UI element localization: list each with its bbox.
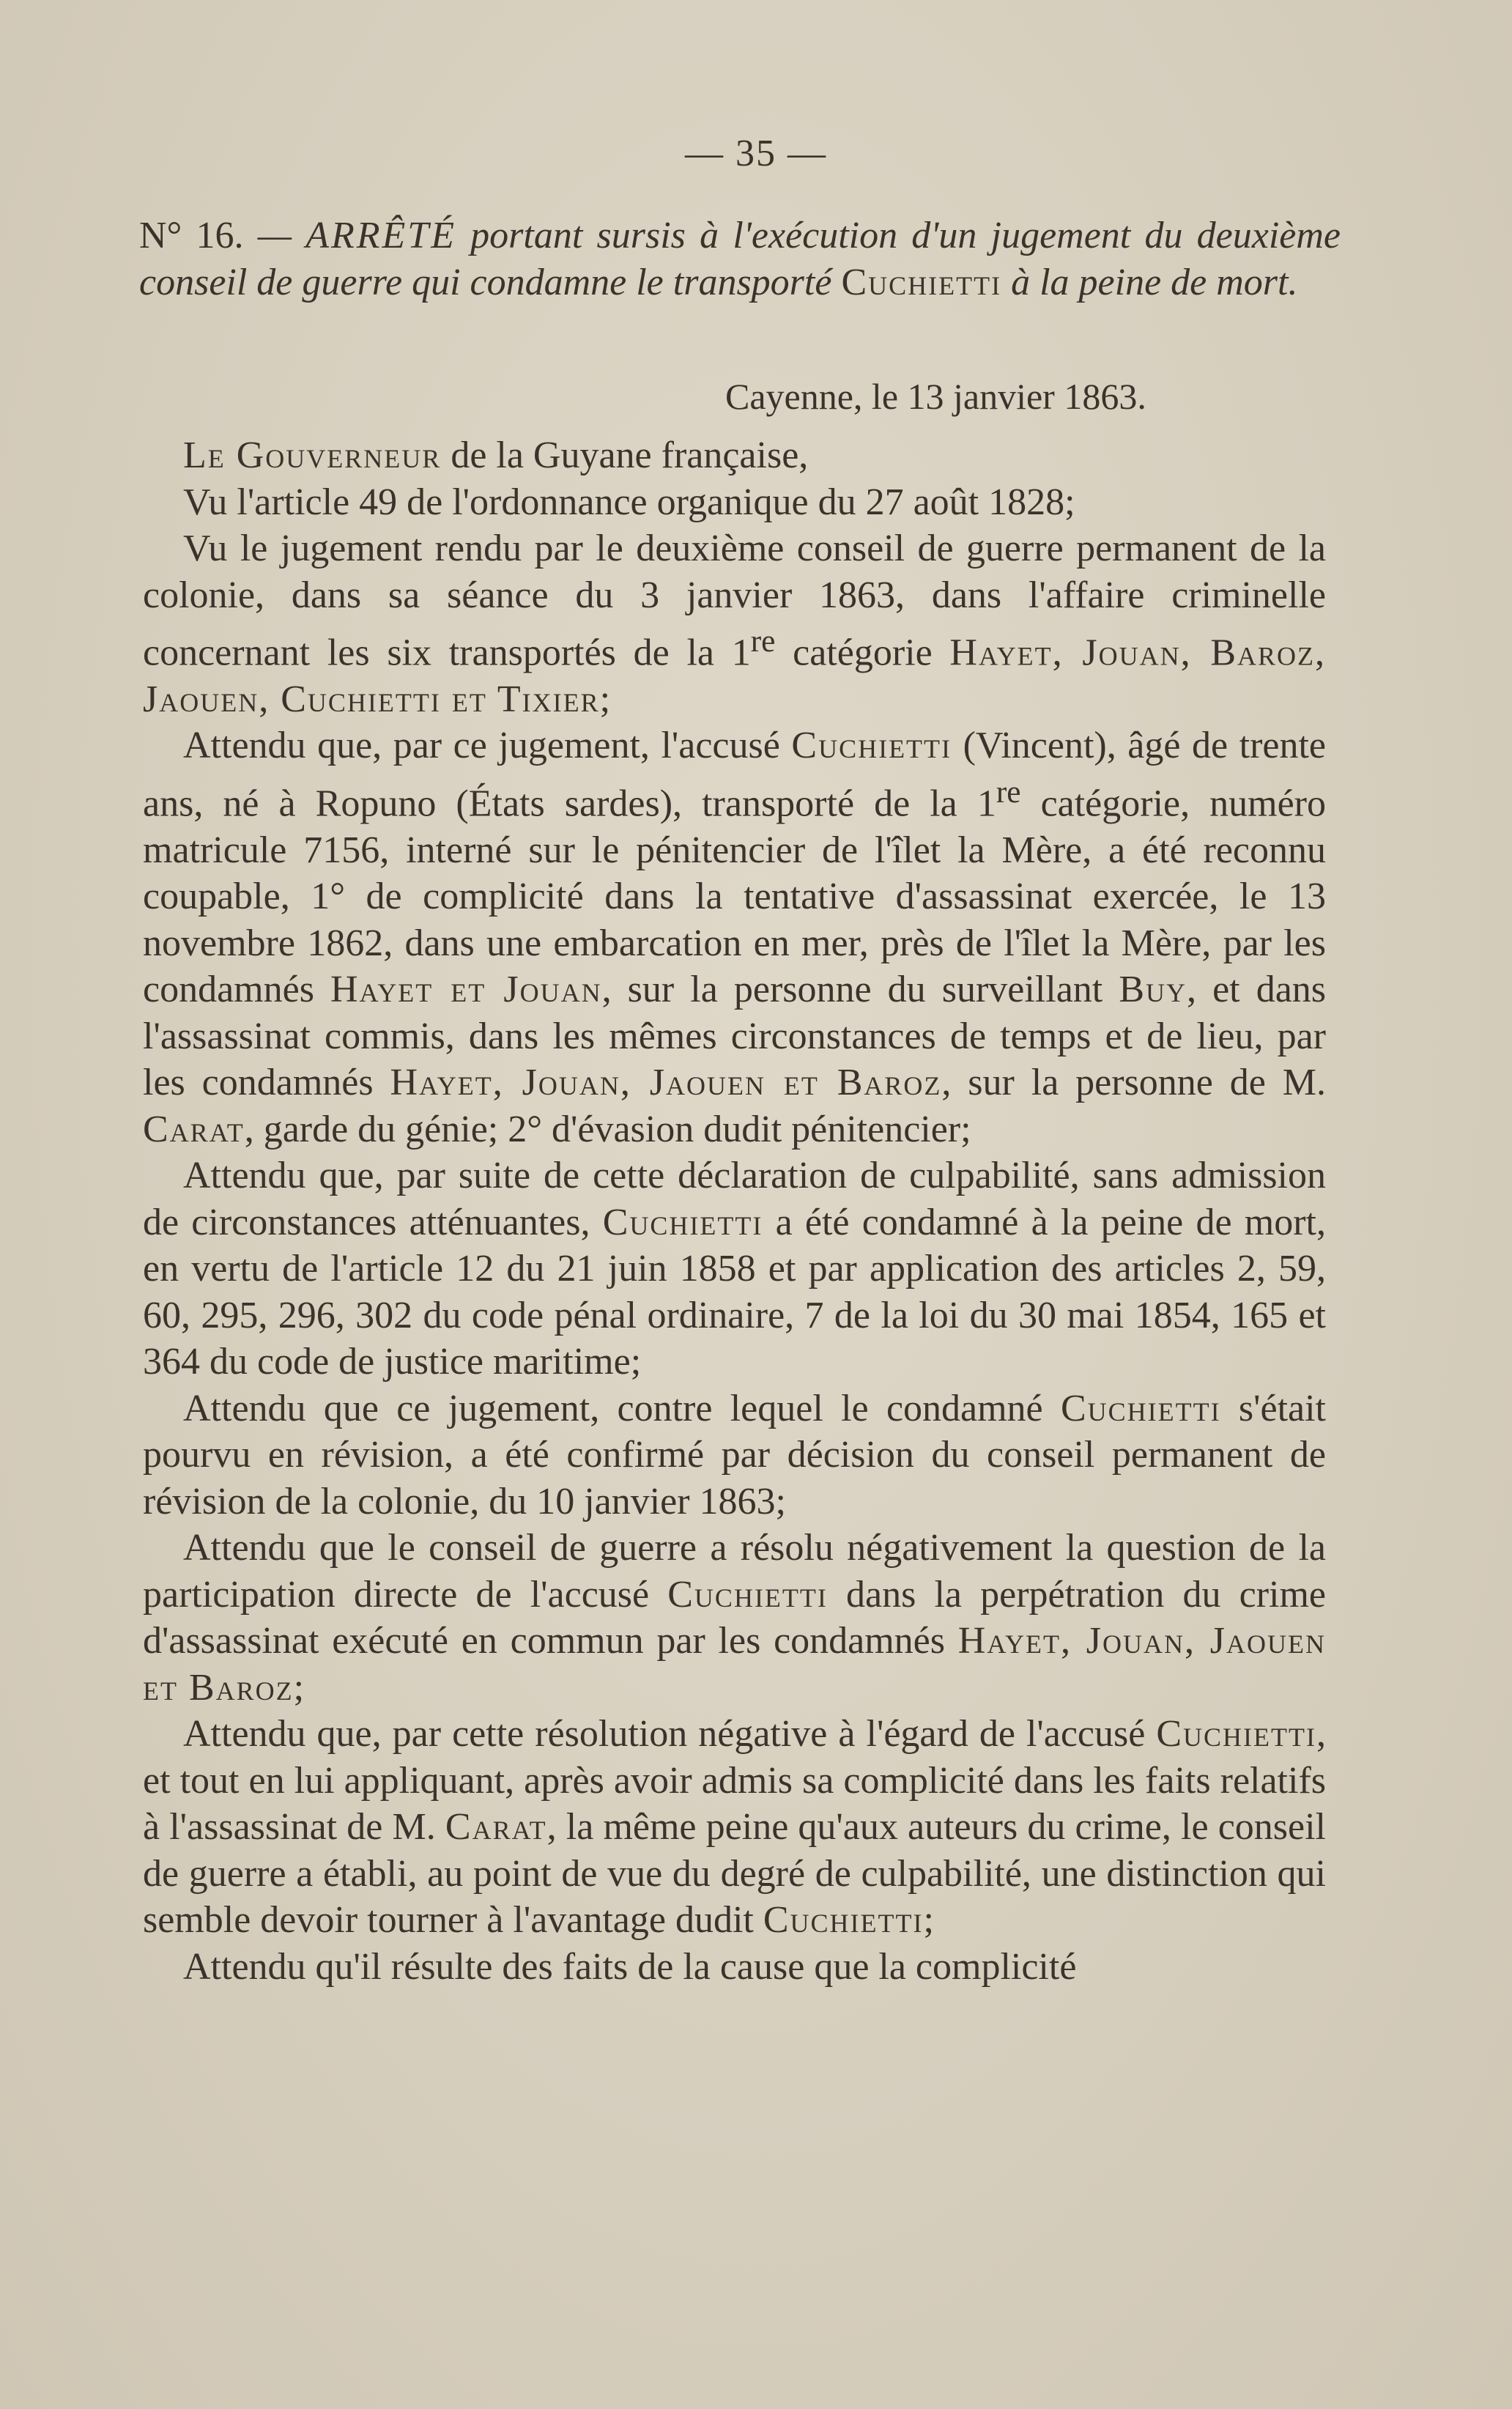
paragraph-text: ; <box>599 678 611 720</box>
paragraph-text: catégorie, numéro matricule 7156, interné sur le pénitencier de l'îlet la Mère, a été reconnu coupable, 1° de complicité dans la tentative d'assassinat exercée, le 13 novembre 1862, dans une embarcation en mer, près de l'îlet la Mère, par les condamnés <box>143 782 1327 1011</box>
paragraph-text: catégorie <box>775 632 950 674</box>
name: Carat <box>445 1806 547 1849</box>
name: Cuchietti <box>763 1899 924 1942</box>
paragraph <box>143 1525 1326 1711</box>
heading-text-end: à la peine de mort. <box>1001 262 1298 303</box>
paragraph-text: Attendu que ce jugement, contre lequel le condamné <box>183 1387 1061 1429</box>
decree-title-word: ARRÊTÉ <box>305 215 456 256</box>
heading-text: portant sursis à l'exécution d'un jugement du deuxième conseil de guerre qui condamne le transporté <box>139 215 1341 303</box>
names: Hayet, Jouan, Jaouen et Baroz <box>143 1620 1327 1709</box>
paragraph-text: de la Guyane française, <box>441 434 809 476</box>
paragraph-text: , et tout en lui appliquant, après avoir admis sa complicité dans les faits relatifs à l'assassinat de M. <box>143 1713 1326 1849</box>
paragraph <box>143 525 1326 722</box>
paragraph-text: , la même peine qu'aux auteurs du crime, le conseil de guerre a établi, au point de vue du degré de culpabilité, une distinction qui semble devoir tourner à l'avantage dudit <box>143 1806 1326 1942</box>
name: Carat <box>143 1108 245 1150</box>
paragraph <box>143 1711 1326 1944</box>
paragraph-text: Attendu que, par ce jugement, l'accusé <box>183 725 792 767</box>
paragraph-text: , sur la personne de M. <box>941 1062 1326 1104</box>
paragraph <box>143 722 1326 1152</box>
names: Hayet, Jouan, Jaouen et Baroz <box>390 1062 942 1104</box>
paragraph-text: (Vincent), âgé de trente ans, né à Ropuno (États sardes), transporté de la 1 <box>143 725 1326 825</box>
names: Hayet, Jouan, Baroz, Jaouen, Cuchietti et Tixier <box>143 632 1326 720</box>
paragraph-text: , garde du génie; 2° d'évasion dudit pénitencier; <box>244 1108 971 1150</box>
governor-title: Le Gouverneur <box>183 434 442 476</box>
decree-body <box>143 432 1326 1990</box>
paragraph-text: Attendu que, par suite de cette déclaration de culpabilité, sans admission de circonstances atténuantes, <box>143 1155 1326 1243</box>
name: Cuchietti <box>602 1201 763 1243</box>
decree-heading <box>139 212 1341 306</box>
paragraph: Attendu qu'il résulte des faits de la cause que la complicité <box>183 1945 1077 1988</box>
paragraph-text: ; <box>923 1899 934 1942</box>
paragraph: Vu l'article 49 de l'ordonnance organique du 27 août 1828; <box>183 481 1075 523</box>
name: Cuchietti <box>1156 1713 1316 1755</box>
names: Hayet et Jouan <box>330 969 602 1011</box>
paragraph-text: dans la perpétration du crime d'assassinat exécuté en commun par les condamnés <box>143 1573 1326 1662</box>
name: Buy <box>1119 969 1187 1011</box>
paragraph <box>143 1152 1326 1385</box>
paragraph-text: , et dans l'assassinat commis, dans les mêmes circonstances de temps et de lieu, par les condamnés <box>143 969 1327 1104</box>
name: Cuchietti <box>791 725 952 767</box>
superscript: re <box>750 623 776 659</box>
superscript: re <box>996 774 1021 810</box>
paragraph <box>143 1385 1326 1525</box>
dateline: Cayenne, le 13 janvier 1863. <box>725 376 1146 417</box>
heading-dash: — <box>243 215 306 256</box>
paragraph <box>143 432 1326 479</box>
page-number: — 35 — <box>685 133 827 174</box>
heading-name: Cuchietti <box>841 262 1002 303</box>
paragraph-text: s'était pourvu en révision, a été confirmé par décision du conseil permanent de révision de la colonie, du 10 janvier 1863; <box>143 1387 1326 1522</box>
name: Cuchietti <box>667 1573 828 1616</box>
decree-number: N° 16. <box>139 215 244 256</box>
paragraph-text: Attendu que, par cette résolution négative à l'égard de l'accusé <box>183 1713 1157 1755</box>
paragraph-text: a été condamné à la peine de mort, en vertu de l'article 12 du 21 juin 1858 et par application des articles 2, 59, 60, 295, 296, 302 du code pénal ordinaire, 7 de la loi du 30 mai 1854, 165 et 364 du code de justice maritime; <box>143 1201 1326 1383</box>
paragraph-text: Vu le jugement rendu par le deuxième conseil de guerre permanent de la colonie, dans sa séance du 3 janvier 1863, dans l'affaire criminelle concernant les six transportés de la 1 <box>143 528 1326 674</box>
paragraph-text: , sur la personne du surveillant <box>601 969 1119 1011</box>
paragraph-text: Attendu que le conseil de guerre a résolu négativement la question de la participation directe de l'accusé <box>143 1527 1326 1616</box>
name: Cuchietti <box>1060 1387 1221 1429</box>
paragraph-text: ; <box>293 1666 305 1709</box>
